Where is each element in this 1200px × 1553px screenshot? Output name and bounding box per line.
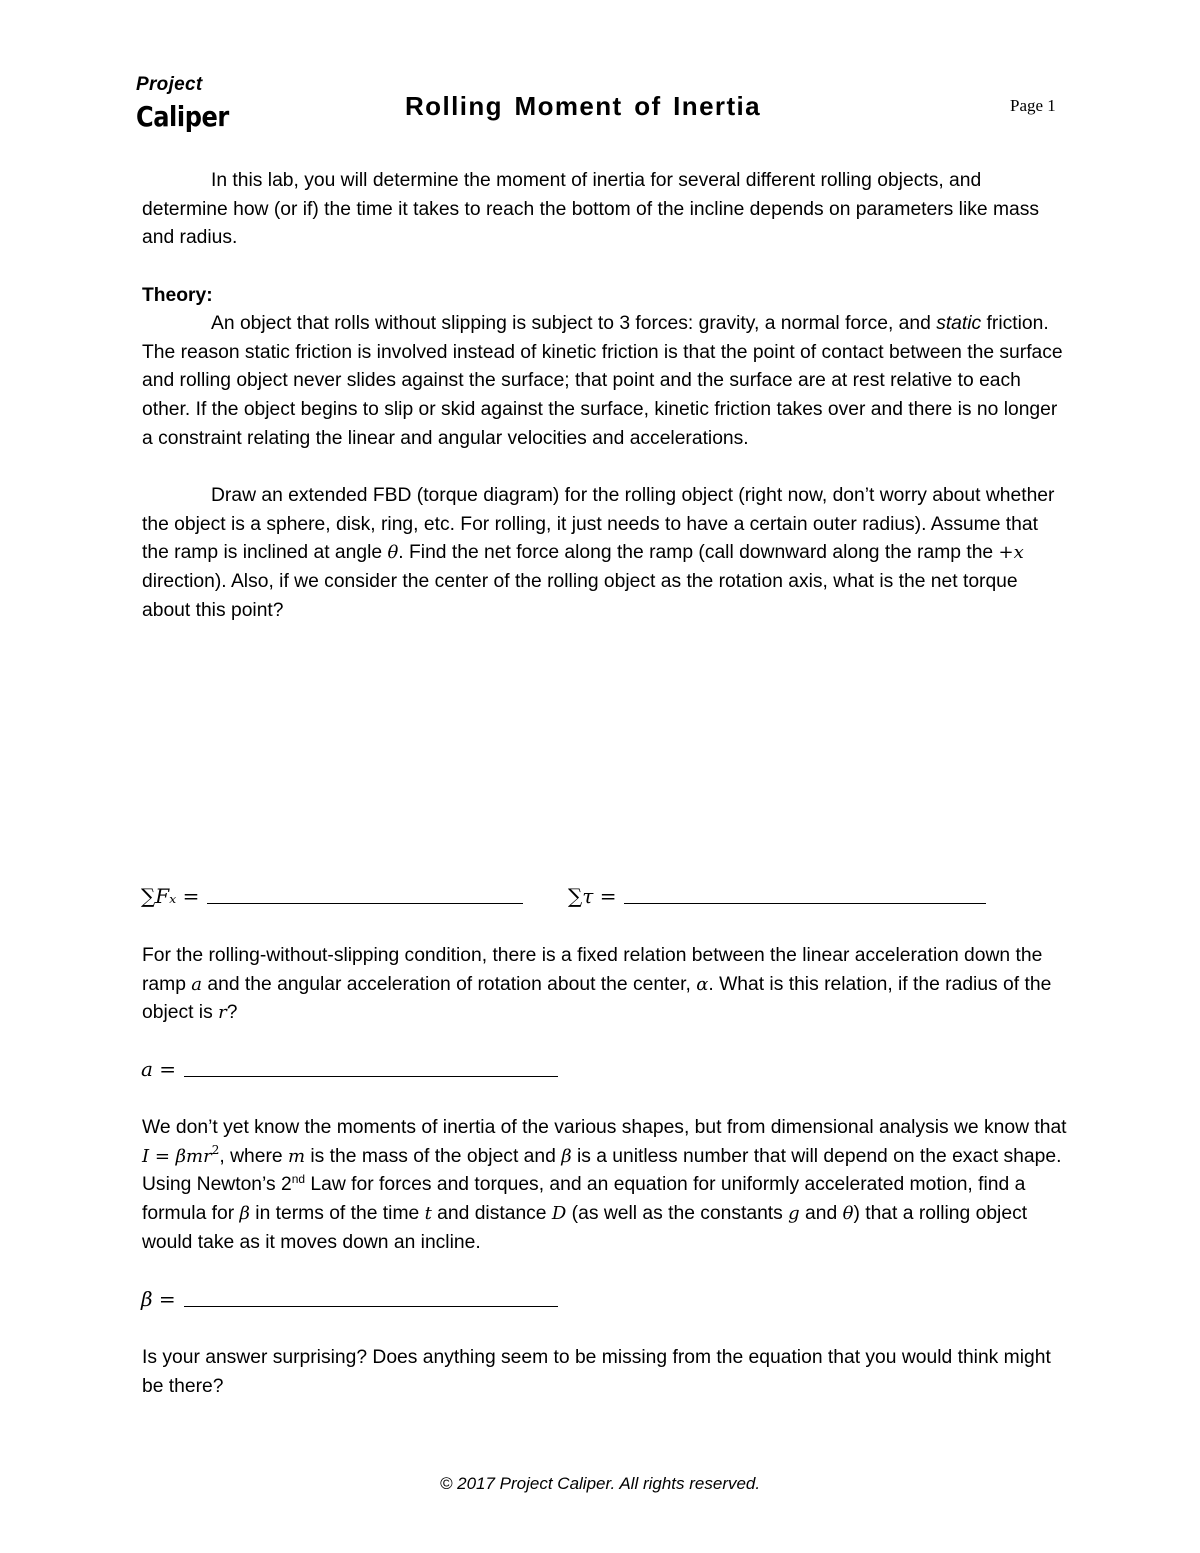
inertia-equation: I = βmr bbox=[142, 1145, 212, 1167]
text-run: An object that rolls without slipping is subject to 3 forces: gravity, a normal force, and bbox=[211, 313, 937, 334]
document-title: Rolling Moment of Inertia bbox=[405, 91, 761, 121]
net-torque-label: ∑τ = bbox=[568, 884, 617, 908]
exponent: 2 bbox=[211, 1142, 220, 1157]
text-run: , where bbox=[219, 1145, 288, 1167]
text-run: (as well as the constants bbox=[566, 1203, 789, 1225]
text-run: is the mass of the object and bbox=[305, 1145, 562, 1167]
text-run: and the angular acceleration of rotation about the center, bbox=[202, 973, 697, 995]
page-number: Page 1 bbox=[1010, 96, 1056, 115]
plus-x-symbol: +x bbox=[998, 542, 1024, 564]
text-run: and distance bbox=[431, 1203, 552, 1225]
t-symbol: t bbox=[424, 1203, 432, 1225]
theory-heading: Theory: bbox=[142, 285, 213, 306]
beta-symbol: β bbox=[239, 1203, 250, 1225]
inertia-paragraph bbox=[142, 1114, 1067, 1258]
beta-symbol: β bbox=[561, 1145, 572, 1167]
acceleration-answer bbox=[141, 1057, 558, 1081]
theta-symbol: θ bbox=[842, 1203, 854, 1225]
logo-caliper: Caliper bbox=[136, 100, 229, 133]
acceleration-blank[interactable] bbox=[184, 1075, 558, 1077]
net-torque-answer bbox=[568, 884, 986, 908]
text-run: ) that a rolling object would take as it moves down an incline. bbox=[142, 1203, 1028, 1253]
text-run: Law for forces and torques, and an equation for uniformly accelerated motion, find a formula for bbox=[142, 1174, 1026, 1225]
text-run: For the rolling-without-slipping condition, there is a fixed relation between the linear acceleration down the ramp bbox=[142, 945, 1043, 995]
g-symbol: g bbox=[788, 1203, 800, 1225]
text-run: direction). Also, if we consider the center of the rolling object as the rotation axis, what is the net torque about this point? bbox=[142, 571, 1018, 621]
beta-answer bbox=[141, 1287, 558, 1311]
net-force-answer bbox=[141, 884, 523, 908]
net-torque-blank[interactable] bbox=[624, 902, 986, 904]
text-run: We don’t yet know the moments of inertia of the various shapes, but from dimensional analysis we know that bbox=[142, 1117, 1067, 1138]
acceleration-label: a = bbox=[141, 1057, 177, 1081]
text-run: in terms of the time bbox=[249, 1203, 425, 1225]
theory-paragraph-2 bbox=[142, 482, 1067, 626]
rolling-condition-paragraph bbox=[142, 942, 1067, 1028]
net-force-blank[interactable] bbox=[207, 902, 523, 904]
text-run: ? bbox=[226, 1002, 238, 1024]
r-symbol: r bbox=[218, 1002, 227, 1024]
theory-paragraph-1 bbox=[142, 310, 1067, 454]
text-run: is a unitless number that will depend on the exact shape. Using Newton’s 2 bbox=[142, 1145, 1062, 1196]
static-emphasis: static bbox=[936, 313, 982, 334]
text-run: friction. The reason static friction is involved instead of kinetic friction is that the point of contact between the surface and rolling object never slides against the surface; that point and the surface are at rest relative to each other. If the object begins to slip or skid against the surface, kinetic friction takes over and there is no longer a constraint relating the linear and angular velocities and accelerations. bbox=[142, 313, 1063, 449]
text-run: and bbox=[799, 1203, 843, 1225]
question-paragraph: Is your answer surprising? Does anything seem to be missing from the equation that you would think might be there? bbox=[142, 1347, 1051, 1397]
intro-paragraph: In this lab, you will determine the moment of inertia for several different rolling objects, and determine how (or if) the time it takes to reach the bottom of the incline depends on parameters like mass and radius. bbox=[142, 170, 1040, 249]
alpha-symbol: α bbox=[696, 973, 709, 995]
m-symbol: m bbox=[287, 1145, 306, 1167]
text-run: . Find the net force along the ramp (call downward along the ramp the bbox=[398, 542, 999, 564]
logo-project: Project bbox=[136, 74, 203, 95]
ordinal-suffix: nd bbox=[291, 1172, 306, 1187]
D-symbol: D bbox=[551, 1203, 567, 1225]
text-run: . What is this relation, if the radius of the object is bbox=[142, 973, 1052, 1024]
theta-symbol: θ bbox=[387, 542, 399, 564]
text-run: Draw an extended FBD (torque diagram) for the rolling object (right now, don’t worry about whether the object is a sphere, disk, ring, etc. For rolling, it just needs to have a certain outer radius). Assume that the ramp is inclined at angle bbox=[142, 485, 1055, 564]
copyright-footer: © 2017 Project Caliper. All rights reserved. bbox=[439, 1474, 761, 1493]
a-symbol: a bbox=[191, 973, 203, 995]
net-force-label: ∑Fₓ = bbox=[141, 884, 200, 908]
beta-blank[interactable] bbox=[184, 1305, 558, 1307]
beta-label: β = bbox=[141, 1287, 176, 1311]
